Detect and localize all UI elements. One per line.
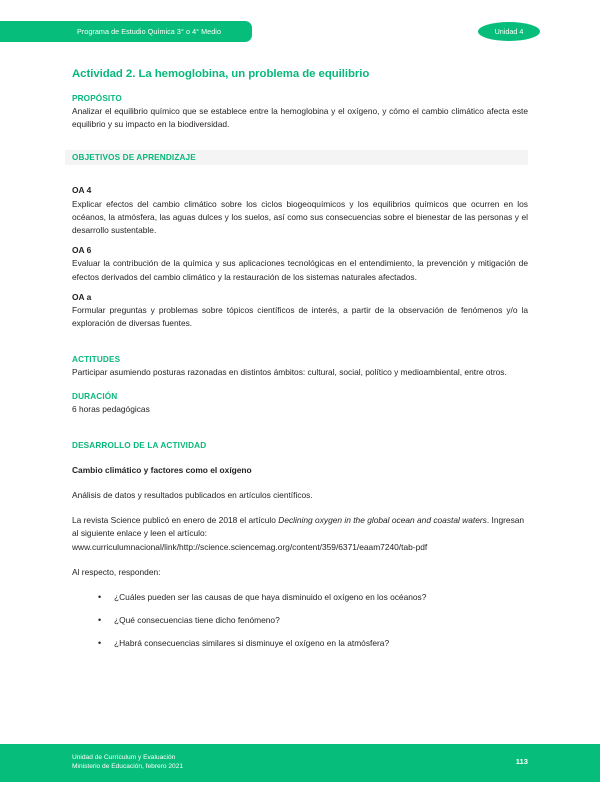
spacer (72, 237, 528, 244)
list-item: • ¿Qué consecuencias tiene dicho fenómeno? (72, 614, 528, 627)
spacer (72, 579, 528, 591)
section-label-actitudes: ACTITUDES (72, 355, 121, 365)
list-item: • ¿Cuáles pueden ser las causas de que haya disminuido el oxígeno en los océanos? (72, 591, 528, 604)
section-label-proposito: PROPÓSITO (72, 94, 122, 103)
spacer (72, 165, 528, 184)
questions-prompt: Al respecto, responden: (72, 566, 161, 577)
duracion-text: 6 horas pedagógicas (72, 403, 150, 414)
oa-code: OA 4 (72, 185, 92, 196)
oa-text: Formular preguntas y problemas sobre tópicos científicos de interés, a partir de la observación de fenómenos y/o la exploración de diversas fuentes. (72, 305, 528, 329)
oa-item (72, 244, 528, 284)
article-title: Declining oxygen in the global ocean and coastal waters (278, 515, 487, 526)
footer-line-1: Unidad de Currículum y Evaluación (72, 754, 176, 761)
spacer (72, 330, 528, 355)
page-number: 113 (515, 757, 528, 766)
paragraph-part-one: La revista Science publicó en enero de 2018 el artículo (72, 515, 279, 526)
spacer (72, 502, 528, 514)
proposito-text: Analizar el equilibrio químico que se establece entre la hemoglobina y el oxígeno, y cómo el cambio climático afecta este equilibrio y su impacto en la biodiversidad. (72, 106, 528, 130)
oa-code: OA 6 (72, 245, 92, 256)
paragraph-part-two: . Ingresan al siguiente enlace y leen el artículo: (72, 515, 525, 539)
spacer (72, 380, 528, 392)
oa-item (72, 291, 528, 331)
section-label-duracion: DURACIÓN (72, 391, 118, 401)
spacer (72, 477, 528, 489)
section-label-desarrollo: DESARROLLO DE LA ACTIVIDAD (72, 440, 207, 450)
science-article-paragraph (72, 514, 528, 540)
actitudes-text: Participar asumiendo posturas razonadas en distintos ámbitos: cultural, social, político y medioambiental, entre otros. (72, 367, 507, 378)
section-label-objetivos: OBJETIVOS DE APRENDIZAJE (65, 150, 528, 165)
spacer (72, 416, 528, 441)
desarrollo-subheading: Cambio climático y factores como el oxígeno (72, 464, 252, 475)
oa-code: OA a (72, 291, 92, 302)
unit-badge (478, 22, 540, 41)
article-link[interactable]: www.curriculumnacional/link/http://science.sciencemag.org/content/359/6371/eaam7240/tab-pdf (72, 541, 428, 552)
page-header (0, 0, 600, 58)
footer-line-2: Ministerio de Educación, febrero 2021 (72, 763, 184, 771)
spacer (72, 452, 528, 464)
spacer (72, 284, 528, 291)
program-banner (0, 21, 252, 42)
document-content (72, 68, 528, 661)
list-item: • ¿Habrá consecuencias similares si disminuye el oxígeno en la atmósfera? (72, 637, 528, 650)
desarrollo-intro: Análisis de datos y resultados publicados en artículos científicos. (72, 490, 313, 501)
footer-institution (72, 753, 183, 772)
page-footer (0, 744, 600, 782)
program-banner-label: Programa de Estudio Química 3° o 4° Medio (76, 27, 222, 36)
oa-text: Explicar efectos del cambio climático sobre los ciclos biogeoquímicos y los equilibrios químicos que ocurren en los océanos, la atmósfera, las aguas dulces y los suelos, así como sus consecuencias sobre el bienestar de las personas y el desarrollo sustentable. (72, 198, 528, 236)
oa-text: Evaluar la contribución de la química y sus aplicaciones tecnológicas en el entendimiento, la prevención y mitigación de efectos derivados del cambio climático y la restauración de los sistemas naturales afectados. (72, 258, 528, 282)
unit-badge-label: Unidad 4 (494, 27, 524, 36)
page-title: Actividad 2. La hemoglobina, un problema de equilibrio (72, 68, 370, 80)
spacer (72, 554, 528, 566)
question-list (72, 591, 528, 651)
spacer (72, 131, 528, 150)
oa-item (72, 184, 528, 237)
